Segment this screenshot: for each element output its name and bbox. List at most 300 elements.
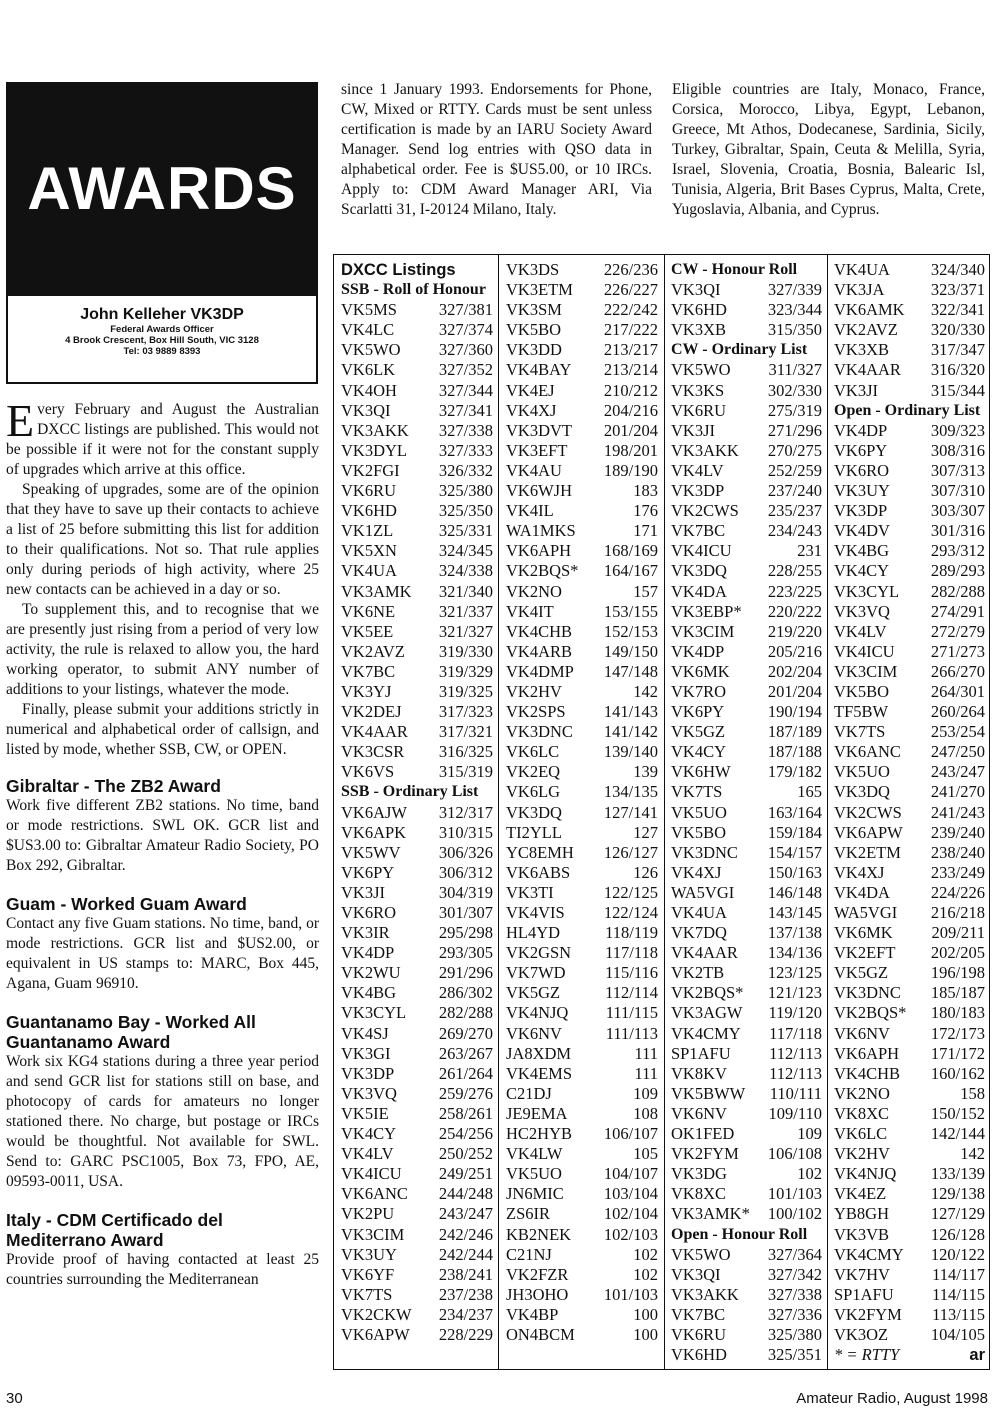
callsign: VK6LK	[341, 360, 396, 380]
callsign: C21NJ	[506, 1244, 552, 1264]
callsign: VK3VQ	[341, 1083, 397, 1103]
listing-row	[671, 320, 822, 340]
listing-row	[341, 441, 493, 461]
listing-row	[506, 582, 658, 602]
score: 101/103	[767, 1184, 822, 1204]
score: 222/242	[603, 300, 658, 320]
score: 196/198	[930, 963, 985, 983]
callsign: VK6HW	[671, 762, 731, 782]
score: 179/182	[767, 762, 822, 782]
callsign: VK4DA	[671, 581, 727, 601]
callsign: VK3DG	[671, 1164, 727, 1184]
score: 327/364	[767, 1244, 822, 1264]
listing-row	[834, 381, 985, 401]
score: 220/222	[767, 601, 822, 621]
callsign: VK2EQ	[506, 762, 561, 782]
listing-row	[671, 702, 822, 722]
callsign: VK2PU	[341, 1204, 395, 1224]
listing-row	[834, 360, 985, 380]
score: 126	[633, 862, 658, 882]
listing-row	[341, 983, 493, 1003]
callsign: VK6APH	[834, 1043, 900, 1063]
listing-row	[341, 1084, 493, 1104]
listing-row	[671, 1345, 822, 1365]
score: 204/216	[603, 400, 658, 420]
callsign: VK3DNC	[506, 722, 573, 742]
listing-row	[341, 602, 493, 622]
callsign: VK6RU	[671, 1324, 727, 1344]
callsign: VK6PY	[671, 702, 725, 722]
cdm-countries-text: Eligible countries are Italy, Monaco, France, Corsica, Morocco, Libya, Egypt, Lebanon, Greece, Mt Athos, Dodecanese, Sardinia, Sicily, Turkey, Gibraltar, Spain, Ceuta & Melilla, Syria, Israel, Slovenia, Croatia, Bosnia, Balearic Isl, Tunisia, Algeria, Brit Bases Cyprus, Malta, Crete, Yugoslavia, Albania, and Cyprus.	[672, 81, 985, 218]
score: 327/341	[438, 400, 493, 420]
callsign: VK4BAY	[506, 360, 572, 380]
score: 201/204	[603, 420, 658, 440]
listing-row	[671, 1164, 822, 1184]
score: 260/264	[930, 702, 985, 722]
score: 187/188	[767, 742, 822, 762]
callsign: C21DJ	[506, 1083, 552, 1103]
score: 327/338	[767, 1284, 822, 1304]
listing-row	[341, 1325, 493, 1345]
callsign: VK3UY	[834, 481, 890, 501]
listing-row	[671, 1144, 822, 1164]
score: 254/256	[438, 1124, 493, 1144]
score: 315/344	[930, 380, 985, 400]
callsign: VK5WO	[671, 1244, 731, 1264]
listing-row	[834, 1064, 985, 1084]
listing-row	[341, 903, 493, 923]
callsign: VK7BC	[671, 1304, 726, 1324]
author-tel: Tel: 03 9889 8393	[123, 346, 201, 357]
score: 310/315	[438, 822, 493, 842]
score: 113/115	[932, 1304, 985, 1324]
callsign: VK5BO	[671, 822, 727, 842]
listing-row	[506, 421, 658, 441]
listing-row	[671, 722, 822, 742]
callsign: VK5UO	[671, 802, 727, 822]
callsign: VK5MS	[341, 300, 397, 320]
callsign: VK3OZ	[834, 1324, 889, 1344]
score: 158	[960, 1083, 985, 1103]
score: 143/145	[767, 903, 822, 922]
listing-row	[341, 1124, 493, 1144]
callsign: VK4DP	[834, 420, 888, 440]
callsign: VK7WD	[506, 963, 566, 983]
listing-row	[671, 602, 822, 622]
score: 187/189	[767, 722, 822, 742]
callsign: VK3CIM	[834, 661, 898, 681]
score: 289/293	[930, 561, 985, 581]
score: 317/347	[930, 340, 985, 360]
callsign: VK4LW	[506, 1144, 563, 1164]
callsign: SP1AFU	[834, 1284, 894, 1304]
score: 149/150	[603, 641, 658, 661]
listing-row	[671, 742, 822, 762]
callsign: VK4LV	[341, 1144, 394, 1164]
callsign: WA1MKS	[506, 521, 576, 541]
listing-row	[506, 863, 658, 883]
listing-row	[834, 662, 985, 682]
score: 111/115	[605, 1003, 658, 1023]
score: 241/270	[930, 782, 985, 802]
score: 315/350	[767, 320, 822, 340]
listing-row	[671, 642, 822, 662]
score: 233/249	[930, 862, 985, 882]
score: 286/302	[438, 983, 493, 1003]
listing-row	[671, 1084, 822, 1104]
column-divider	[664, 255, 665, 1369]
score: 250/252	[438, 1144, 493, 1164]
listing-row	[671, 963, 822, 983]
listing-row	[341, 843, 493, 863]
callsign: VK6APH	[506, 541, 572, 561]
listing-row	[834, 501, 985, 521]
callsign: VK4CY	[671, 742, 727, 762]
callsign: VK4NJQ	[834, 1164, 897, 1184]
callsign: WA5VGI	[834, 903, 898, 922]
score: 235/237	[767, 501, 822, 521]
callsign: VK5IE	[341, 1103, 389, 1123]
score: 247/250	[930, 742, 985, 762]
score: 266/270	[930, 661, 985, 681]
callsign: VK4XJ	[671, 862, 722, 882]
score: 213/214	[603, 360, 658, 380]
callsign: VK2HV	[506, 681, 562, 701]
listing-row	[341, 963, 493, 983]
score: 150/152	[930, 1103, 985, 1123]
listing-row	[341, 742, 493, 762]
score: 327/344	[438, 380, 493, 400]
score: 243/247	[438, 1204, 493, 1224]
listing-row	[834, 602, 985, 622]
callsign: VK4SJ	[341, 1023, 389, 1043]
callsign: VK6ANC	[341, 1184, 408, 1204]
callsign: VK4UA	[341, 561, 397, 581]
callsign: VK3XB	[671, 320, 727, 340]
callsign: VK6NV	[834, 1023, 890, 1043]
score: 171/172	[930, 1043, 985, 1063]
score: 237/238	[438, 1284, 493, 1304]
score: 217/222	[603, 320, 658, 340]
body-guam: Contact any five Guam stations. No time, band, or mode restrictions. GCR list and $US2.00, or equivalent in US stamps to: MARC, Box 445, Agana, Guam 96910.	[6, 915, 319, 992]
listing-row	[341, 1265, 493, 1285]
score: 261/264	[438, 1063, 493, 1083]
score: 111	[634, 1063, 658, 1083]
score: 323/371	[930, 280, 985, 300]
score: 111/113	[605, 1023, 658, 1043]
score: 120/122	[930, 1244, 985, 1264]
callsign: VK3QI	[671, 280, 721, 300]
score: 228/229	[438, 1324, 493, 1344]
listing-row	[671, 1305, 822, 1325]
callsign: VK6WJH	[506, 481, 572, 501]
score: 307/313	[930, 460, 985, 480]
listing-row	[506, 722, 658, 742]
callsign: VK6HD	[671, 300, 727, 320]
score: 202/204	[767, 661, 822, 681]
listing-row	[671, 441, 822, 461]
listing-row	[506, 1245, 658, 1265]
listing-row	[341, 823, 493, 843]
listing-row	[341, 662, 493, 682]
callsign: VK5GZ	[834, 963, 889, 983]
listing-row	[671, 1245, 822, 1265]
score: 282/288	[438, 1003, 493, 1023]
score: 312/317	[438, 802, 493, 822]
callsign: VK2HV	[834, 1144, 890, 1164]
callsign: VK3ETM	[506, 280, 573, 300]
callsign: VK6LC	[834, 1124, 888, 1144]
listing-row	[506, 1003, 658, 1023]
listing-row	[341, 340, 493, 360]
listing-row	[506, 843, 658, 863]
callsign: VK6APW	[834, 822, 903, 842]
score: 106/108	[767, 1144, 822, 1164]
listing-row	[506, 461, 658, 481]
score: 323/344	[767, 300, 822, 320]
callsign: VK4CY	[341, 1124, 397, 1144]
intro-paragraph-4: Finally, please submit your additions strictly in numerical and alphabetical order of callsign, and listed by mode, whether SSB, CW, or OPEN.	[6, 701, 319, 758]
listing-row	[341, 1285, 493, 1305]
callsign: VK4EZ	[834, 1184, 887, 1204]
listing-row	[341, 1064, 493, 1084]
listing-row	[834, 461, 985, 481]
score: 134/135	[603, 782, 658, 802]
callsign: VK2WU	[341, 963, 401, 983]
drop-cap: E	[6, 395, 35, 446]
score: 108	[633, 1103, 658, 1123]
score: 306/326	[438, 842, 493, 862]
callsign: VK4ICU	[834, 641, 895, 661]
callsign: ON4BCM	[506, 1324, 575, 1344]
callsign: VK3EFT	[506, 440, 568, 460]
listing-row	[834, 883, 985, 903]
listing-row	[506, 541, 658, 561]
score: 134/136	[767, 943, 822, 963]
score: 117/118	[605, 943, 658, 963]
listing-row	[834, 923, 985, 943]
listing-row	[834, 340, 985, 360]
callsign: VK6VS	[341, 762, 395, 782]
callsign: VK3CSR	[341, 742, 405, 762]
callsign: VK8KV	[671, 1063, 727, 1083]
listing-row	[506, 1184, 658, 1204]
dxcc-column-3	[671, 260, 822, 1365]
listing-row	[834, 421, 985, 441]
callsign: VK3DD	[506, 340, 562, 360]
callsign: VK3VQ	[834, 601, 890, 621]
score: 263/267	[438, 1043, 493, 1063]
score: 321/340	[438, 581, 493, 601]
callsign: VK4AAR	[671, 943, 738, 963]
listing-row	[834, 1164, 985, 1184]
score: 319/325	[438, 681, 493, 701]
listing-row	[341, 943, 493, 963]
callsign: VK2CKW	[341, 1304, 412, 1324]
callsign: VK4AAR	[834, 360, 901, 380]
score: 198/201	[603, 440, 658, 460]
score: 115/116	[605, 963, 658, 983]
callsign: YB8GH	[834, 1204, 890, 1224]
score: 153/155	[603, 601, 658, 621]
callsign: VK6RO	[341, 903, 397, 922]
callsign: VK3DNC	[671, 842, 738, 862]
callsign: VK2TB	[671, 963, 725, 983]
callsign: VK2FZR	[506, 1264, 569, 1284]
listing-row	[341, 481, 493, 501]
heading-gibraltar: Gibraltar - The ZB2 Award	[6, 776, 221, 796]
listing-row	[834, 762, 985, 782]
score: 102	[797, 1164, 822, 1184]
listing-row	[341, 682, 493, 702]
callsign: VK4IL	[506, 501, 554, 521]
listing-row	[506, 702, 658, 722]
score: 137/138	[767, 923, 822, 943]
listing-row	[506, 1084, 658, 1104]
listing-row	[341, 1164, 493, 1184]
listing-row	[671, 1184, 822, 1204]
listing-row	[341, 1204, 493, 1224]
callsign: VK6HD	[341, 501, 397, 521]
score: 104/107	[603, 1164, 658, 1184]
score: 101/103	[603, 1284, 658, 1304]
score: 327/339	[767, 280, 822, 300]
listing-row	[834, 300, 985, 320]
listing-row	[341, 1184, 493, 1204]
listing-row	[341, 1003, 493, 1023]
score: 264/301	[930, 681, 985, 701]
listing-row	[671, 280, 822, 300]
score: 180/183	[930, 1003, 985, 1023]
listing-row	[834, 682, 985, 702]
callsign: VK5XN	[341, 541, 397, 561]
score: 104/105	[930, 1324, 985, 1344]
score: 102	[633, 1244, 658, 1264]
score: 119/120	[768, 1003, 822, 1023]
listing-row	[834, 1044, 985, 1064]
score: 271/296	[767, 420, 822, 440]
dxcc-listings-table	[333, 254, 990, 1370]
score: 102/103	[603, 1224, 658, 1244]
listing-row	[671, 903, 822, 923]
section-title: AWARDS	[27, 154, 297, 222]
callsign: VK7BC	[341, 661, 396, 681]
callsign: VK6RU	[671, 400, 727, 420]
score: 320/330	[930, 320, 985, 340]
listing-row	[834, 983, 985, 1003]
callsign: VK6MK	[671, 661, 730, 681]
callsign: VK4LV	[671, 460, 724, 480]
score: 316/325	[438, 742, 493, 762]
callsign: VK5BO	[506, 320, 562, 340]
score: 168/169	[603, 541, 658, 561]
listing-row	[506, 521, 658, 541]
callsign: HL4YD	[506, 923, 561, 943]
score: 309/323	[930, 420, 985, 440]
callsign: TF5BW	[834, 702, 889, 722]
callsign: VK3VB	[834, 1224, 890, 1244]
callsign: VK4BG	[341, 983, 397, 1003]
score: 321/327	[438, 621, 493, 641]
listing-row	[506, 1064, 658, 1084]
callsign: VK4DP	[671, 641, 725, 661]
listing-row	[671, 461, 822, 481]
listing-row	[341, 642, 493, 662]
listing-row	[671, 1003, 822, 1023]
listing-row	[671, 421, 822, 441]
callsign: VK6HD	[671, 1345, 727, 1365]
author-initials: ar	[969, 1346, 985, 1365]
listing-row	[671, 1024, 822, 1044]
score: 157	[633, 581, 658, 601]
listing-row	[506, 943, 658, 963]
score: 317/323	[438, 702, 493, 722]
callsign: VK3CIM	[341, 1224, 405, 1244]
callsign: VK3AKK	[671, 1284, 739, 1304]
listing-row	[834, 320, 985, 340]
callsign: VK3DQ	[671, 561, 727, 581]
listing-row	[671, 943, 822, 963]
listing-row	[671, 1265, 822, 1285]
listing-row	[834, 1084, 985, 1104]
column-1	[6, 395, 319, 1290]
callsign: VK5GZ	[506, 983, 561, 1003]
listing-row	[671, 662, 822, 682]
score: 315/319	[438, 762, 493, 782]
score: 127/129	[930, 1204, 985, 1224]
listing-row	[671, 360, 822, 380]
listing-row	[834, 1285, 985, 1305]
list-heading: CW - Honour Roll	[671, 261, 798, 278]
callsign: HC2HYB	[506, 1124, 573, 1144]
callsign: VK4NJQ	[506, 1003, 569, 1023]
cdm-continued-text: since 1 January 1993. Endorsements for Phone, CW, Mixed or RTTY. Cards must be sent unless certification is made by an IARU Society Award Manager. Send log entries with QSO data in alphabetical order. Fee is $US5.00, or 10 IRCs. Apply to: CDM Award Manager ARI, Via Scarlatti 31, I-20124 Milano, Italy.	[341, 81, 652, 218]
callsign: JE9EMA	[506, 1103, 568, 1123]
callsign: VK3UY	[341, 1244, 397, 1264]
score: 317/321	[438, 722, 493, 742]
listing-row	[834, 863, 985, 883]
callsign: VK6APW	[341, 1324, 410, 1344]
callsign: VK6APK	[341, 822, 407, 842]
score: 325/331	[438, 521, 493, 541]
listing-row	[834, 1144, 985, 1164]
callsign: VK4XJ	[834, 862, 885, 882]
callsign: VK2BQS*	[506, 561, 579, 581]
callsign: VK3KS	[671, 380, 725, 400]
callsign: VK4AAR	[341, 722, 408, 742]
listing-row	[671, 622, 822, 642]
callsign: VK3JI	[671, 420, 715, 440]
author-role: Federal Awards Officer	[110, 324, 214, 335]
listing-row	[506, 1124, 658, 1144]
score: 327/336	[767, 1304, 822, 1324]
callsign: VK4DA	[834, 882, 890, 902]
listing-row	[834, 280, 985, 300]
callsign: VK2EFT	[834, 943, 896, 963]
callsign: JA8XDM	[506, 1043, 572, 1063]
list-heading: SSB - Ordinary List	[341, 783, 479, 801]
listing-row	[506, 662, 658, 682]
score: 209/211	[931, 923, 985, 943]
callsign: VK3AMK*	[671, 1204, 750, 1224]
heading-italy-cdm: Italy - CDM Certificado del Mediterrano Award	[6, 1210, 223, 1250]
callsign: VK6ABS	[506, 862, 571, 882]
callsign: VK3CYL	[341, 1003, 407, 1023]
callsign: WA5VGI	[671, 882, 735, 902]
listing-row	[341, 1305, 493, 1325]
callsign: VK3EBP*	[671, 601, 742, 621]
listing-row	[671, 381, 822, 401]
